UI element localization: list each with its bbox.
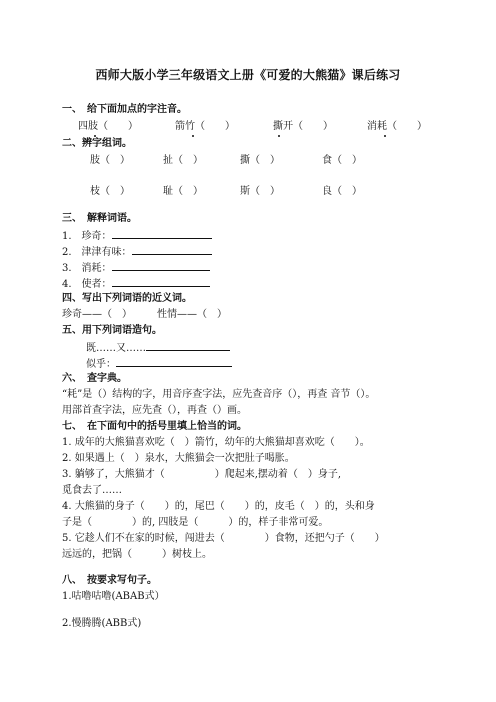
s1-item-1: 四肢（ ） (78, 121, 138, 132)
s3-item-3 (62, 260, 210, 275)
section-7-heading: 七、 在下面句中的括号里填上恰当的词。 (62, 421, 247, 432)
emphasis-dot (278, 132, 279, 133)
s2-r1-item-3: 撕（ ） (240, 155, 280, 166)
s8-item-1: 1.咕噜咕噜(ABAB式） (62, 591, 165, 602)
s3-item-3-label: 3. 消耗： (62, 263, 112, 274)
s2-r2-item-2: 耻（ ） (163, 186, 203, 197)
s3-item-2 (62, 244, 212, 259)
answer-line (132, 244, 212, 255)
s1-item-2: 箭竹（ ） (175, 121, 235, 132)
s2-r2-item-4: 良（ ） (322, 186, 362, 197)
section-1-heading: 一、 给下面加点的字注音。 (62, 104, 187, 115)
s6-line-1: “耗”是（）结构的字，用音序查字法，应先查音序（），再查 音节（）。 (62, 389, 376, 400)
s5-item-1-label: 既……又…… (86, 343, 146, 354)
s7-line-3: 3. 躺够了，大熊猫才（ ）爬起来,摆动着（ ）身子, (62, 469, 342, 480)
s2-r1-item-1: 肢（ ） (90, 155, 130, 166)
section-8-heading: 八、 按要求写句子。 (62, 575, 157, 586)
s3-item-2-label: 2. 津津有味： (62, 247, 132, 258)
s7-line-7: 5. 它趁人们不在家的时候，闯进去（ ）食物，还把勺子（ ） (62, 533, 385, 544)
s6-line-2: 用部首查字法，应先查（），再查（）画。 (62, 405, 247, 416)
s7-line-8: 远远的，把锅（ ）树枝上。 (62, 549, 212, 560)
s1-item-3: 撕开（ ） (273, 121, 333, 132)
answer-line (146, 340, 230, 351)
answer-line (112, 260, 210, 271)
s4-line: 珍奇——（ ） 性情——（ ） (62, 309, 227, 320)
section-2-heading: 二、辨字组词。 (62, 138, 132, 149)
answer-line (112, 276, 210, 287)
s5-item-1 (86, 340, 230, 355)
s7-line-1: 1. 成年的大熊猫喜欢吃（ ）箭竹，幼年的大熊猫却喜欢吃（ ）。 (62, 437, 370, 448)
answer-line (112, 228, 212, 239)
s7-line-5: 4. 大熊猫的身子（ ）的，尾巴（ ）的，皮毛（ ）的，头和身 (62, 501, 375, 512)
s7-line-2: 2. 如果遇上（ ）泉水，大熊猫会一次把肚子喝胀。 (62, 453, 295, 464)
s5-item-2-label: 似乎： (86, 359, 116, 370)
s7-line-6: 子是（ ）的, 四肢是（ ）的，样子非常可爱。 (62, 517, 329, 528)
s5-item-2 (86, 356, 232, 371)
s3-item-1 (62, 228, 212, 243)
s2-r2-item-1: 枝（ ） (90, 186, 130, 197)
emphasis-dot (94, 132, 95, 133)
section-5-heading: 五、用下列词语造句。 (62, 325, 162, 336)
section-3-heading: 三、 解释词语。 (62, 213, 137, 224)
s2-r1-item-4: 食（ ） (322, 155, 362, 166)
emphasis-dot (192, 132, 193, 133)
answer-line (116, 356, 232, 367)
s2-r2-item-3: 斯（ ） (240, 186, 280, 197)
s7-line-4: 觅食去了…… (62, 485, 122, 496)
s3-item-4-label: 4. 使者： (62, 279, 112, 290)
section-6-heading: 六、 查字典。 (62, 373, 127, 384)
s1-item-4: 消耗（ ） (367, 121, 427, 132)
s3-item-4 (62, 276, 210, 291)
section-4-heading: 四、写出下列词语的近义词。 (62, 293, 192, 304)
s3-item-1-label: 1. 珍奇： (62, 231, 112, 242)
s8-item-2: 2.慢腾腾(ABB式) (62, 618, 142, 629)
s2-r1-item-2: 扯（ ） (163, 155, 203, 166)
page-title: 西师大版小学三年级语文上册《可爱的大熊猫》课后练习 (95, 68, 401, 82)
emphasis-dot (384, 132, 385, 133)
